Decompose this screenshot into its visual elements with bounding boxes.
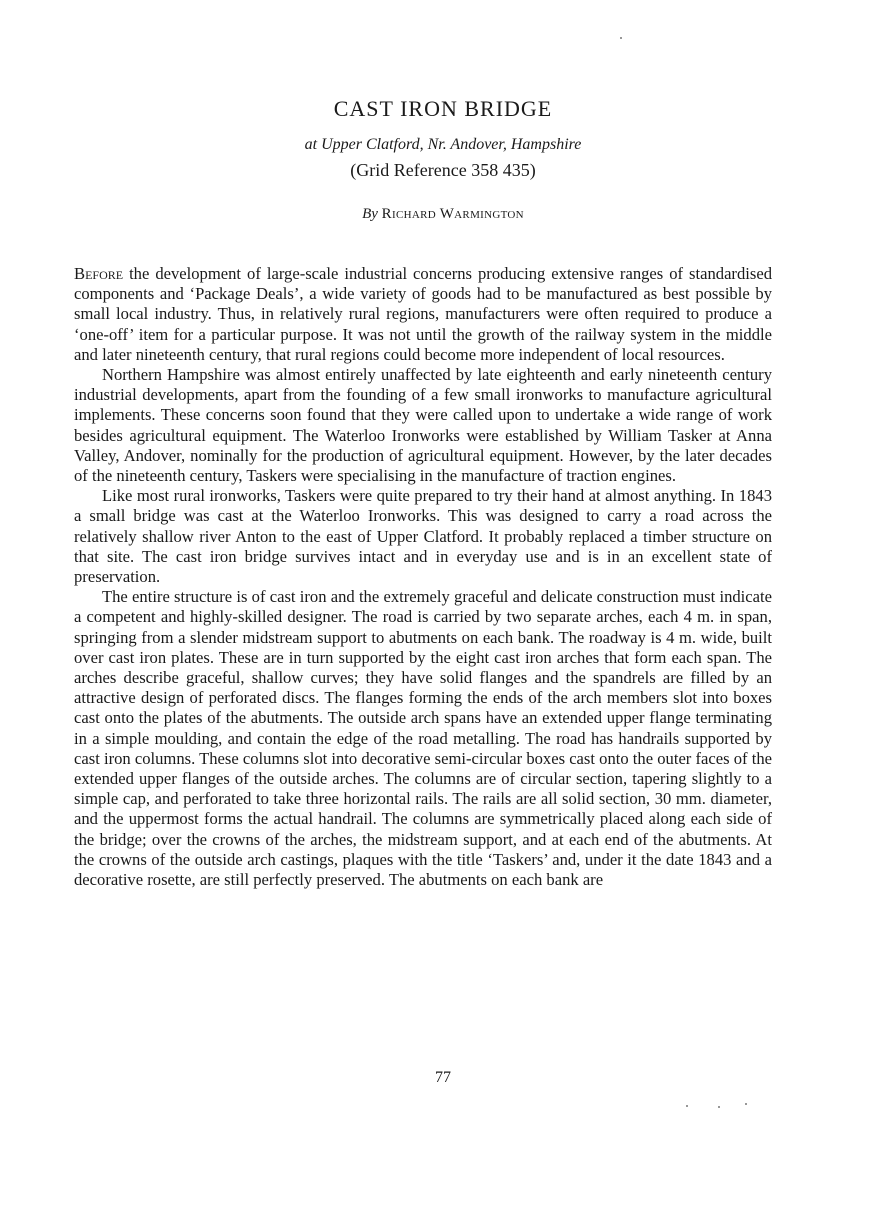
article-body [74, 264, 772, 890]
paragraph-text: the development of large-scale industrial concerns producing extensive ranges of standardised components and ‘Package Deals’, a wide variety of goods had to be manufactured as best possible by small local industry. Thus, in relatively rural regions, manufacturers were often required to produce a ‘one-off’ item for a particular purpose. It was not until the growth of the railway system in the middle and later nineteenth century, that rural regions could become more independent of local resources. [74, 264, 772, 364]
paragraph: Like most rural ironworks, Taskers were quite prepared to try their hand at almost anything. In 1843 a small bridge was cast at the Waterloo Ironworks. This was designed to carry a road across the relatively shallow river Anton to the east of Upper Clatford. It probably replaced a timber structure on that site. The cast iron bridge survives intact and in everyday use and is in an excellent state of preservation. [74, 486, 772, 587]
byline [0, 206, 886, 223]
scan-speck [686, 1105, 688, 1107]
scan-speck [620, 37, 622, 39]
scan-speck [745, 1103, 747, 1105]
byline-prefix: By [362, 206, 378, 222]
paragraph: Northern Hampshire was almost entirely unaffected by late eighteenth and early nineteenth century industrial developments, apart from the founding of a few small ironworks to manufacture agricultural implements. These concerns soon found that they were called upon to undertake a wide range of work besides agricultural equipment. The Waterloo Ironworks were established by William Tasker at Anna Valley, Andover, nominally for the production of agricultural equipment. However, by the later decades of the nineteenth century, Taskers were specialising in the manufacture of traction engines. [74, 365, 772, 486]
lead-word: Before [74, 264, 124, 283]
paragraph [74, 264, 772, 365]
page-number: 77 [435, 1069, 451, 1086]
grid-reference: (Grid Reference 358 435) [350, 160, 536, 180]
scan-speck [718, 1106, 720, 1108]
author-name: Richard Warmington [381, 206, 524, 222]
article-title: CAST IRON BRIDGE [333, 96, 553, 121]
article-location: at Upper Clatford, Nr. Andover, Hampshire [304, 136, 582, 153]
paragraph: The entire structure is of cast iron and the extremely graceful and delicate construction must indicate a competent and highly-skilled designer. The road is carried by two separate arches, each 4 m. in span, springing from a slender midstream support to abutments on each bank. The roadway is 4 m. wide, built over cast iron plates. These are in turn supported by the eight cast iron arches that form each span. The arches describe graceful, shallow curves; they have solid flanges and the spandrels are filled by an attractive design of perforated discs. The flanges forming the ends of the arch members slot into boxes cast onto the plates of the abutments. The outside arch spans have an extended upper flange terminating in a simple moulding, and contain the edge of the road metalling. The road has handrails supported by cast iron columns. These columns slot into decorative semi-circular boxes cast onto the outer faces of the extended upper flanges of the outside arches. The columns are of circular section, tapering slightly to a simple cap, and perforated to take three horizontal rails. The rails are all solid section, 30 mm. diameter, and the uppermost forms the actual handrail. The columns are symmetrically placed along each side of the bridge; over the crowns of the arches, the midstream support, and at each end of the abutments. At the crowns of the outside arch castings, plaques with the title ‘Taskers’ and, under it the date 1843 and a decorative rosette, are still perfectly preserved. The abutments on each bank are [74, 587, 772, 890]
